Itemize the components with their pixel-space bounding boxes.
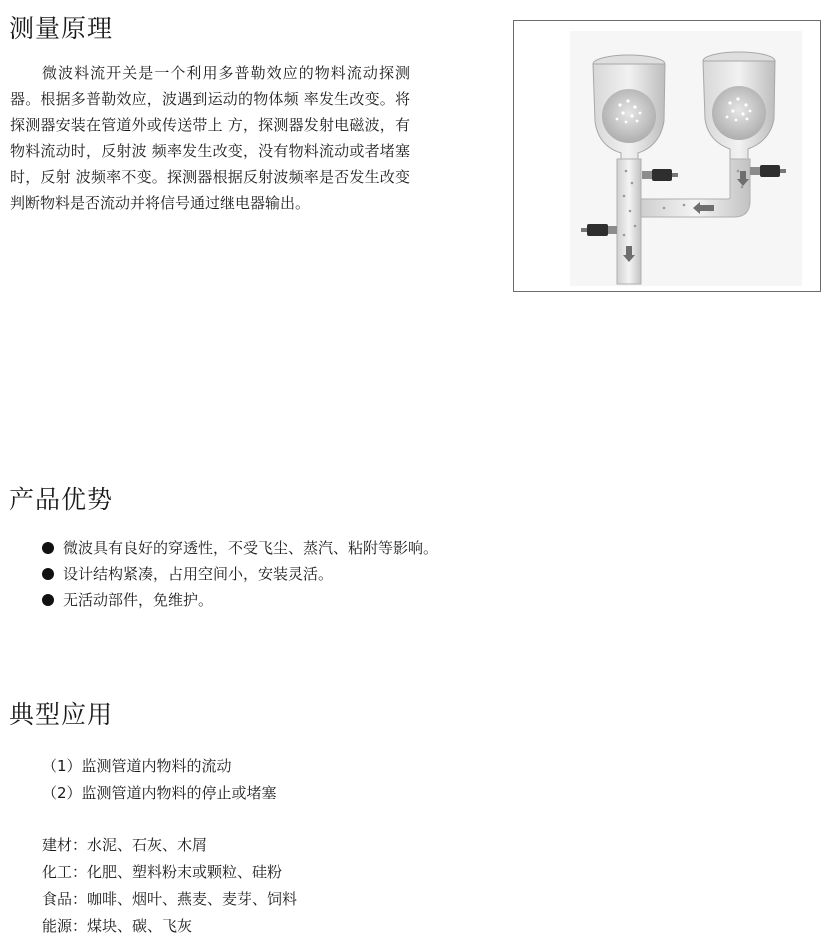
- section-title-applications: 典型应用: [9, 700, 114, 729]
- bullet-icon: [42, 594, 54, 606]
- bullet-icon: [42, 568, 54, 580]
- list-item: [42, 561, 438, 587]
- principle-illustration: [513, 20, 821, 292]
- section-title-advantages: 产品优势: [9, 485, 114, 514]
- advantages-list: [42, 535, 438, 613]
- list-item: 能源：煤块、碳、飞灰: [42, 917, 193, 935]
- hopper-pipe-diagram: [514, 21, 820, 291]
- list-item: 建材：水泥、石灰、木屑: [42, 836, 208, 854]
- bullet-icon: [42, 542, 54, 554]
- list-item: 化工：化肥、塑料粉末或颗粒、硅粉: [42, 863, 283, 881]
- advantage-text: 微波具有良好的穿透性，不受飞尘、蒸汽、粘附等影响。: [63, 539, 439, 557]
- advantage-text: 设计结构紧凑，占用空间小，安装灵活。: [63, 565, 334, 583]
- list-item: [42, 587, 438, 613]
- advantage-text: 无活动部件，免维护。: [63, 591, 214, 609]
- principle-paragraph: 微波料流开关是一个利用多普勒效应的物料流动探测器。根据多普勒效应，波遇到运动的物体频 率发生改变。将探测器安装在管道外或传送带上 方，探测器发射电磁波，有物料流动时，反射波 频率发生改变，没有物料流动或者堵塞时，反射 波频率不变。探测器根据反射波频率是否发生改变判断物料是否流动并将信号通过继电器输出。: [10, 64, 410, 212]
- list-item: [42, 535, 438, 561]
- list-item: （2）监测管道内物料的停止或堵塞: [42, 784, 277, 802]
- list-item: 食品：咖啡、烟叶、燕麦、麦芽、饲料: [42, 890, 298, 908]
- list-item: （1）监测管道内物料的流动: [42, 757, 232, 775]
- section-title-principle: 测量原理: [9, 14, 114, 43]
- industries-list: [42, 832, 297, 940]
- applications-list: [42, 753, 277, 807]
